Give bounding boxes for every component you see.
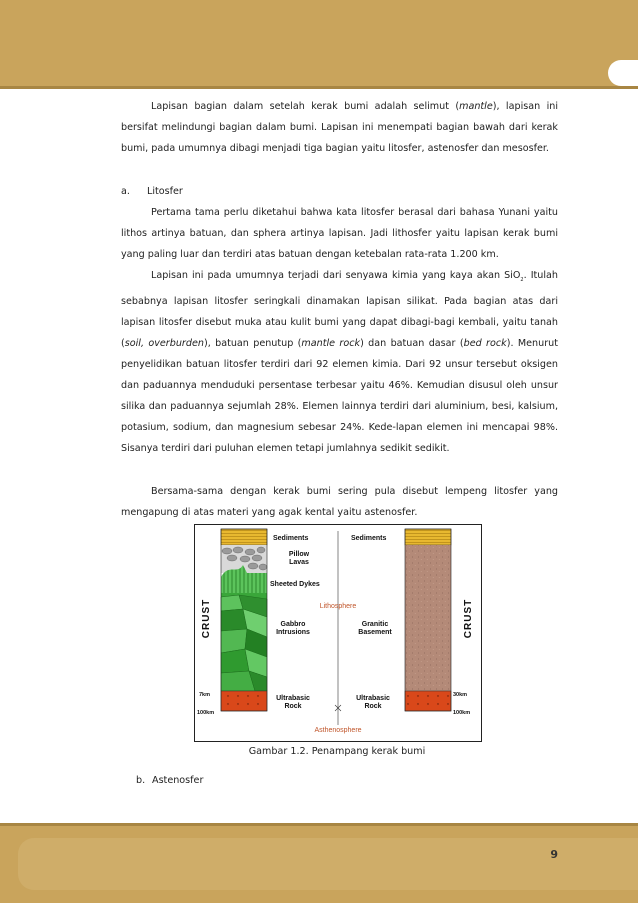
label-gabbro-intrusions: Gabbro Intrusions: [276, 621, 310, 636]
crust-diagram: [195, 525, 481, 741]
paragraph-litosfer-definition: Pertama tama perlu diketahui bahwa kata litosfer berasal dari bahasa Yunani yaitu lithos artinya batuan, dan sphera artinya lapisan. Jadi lithosfer yaitu lapisan kerak bumi yang paling luar dan terdiri atas batuan dengan ketebalan rata-rata 1.200 km.: [121, 207, 558, 260]
depth-100km-left: 100km: [197, 710, 215, 716]
label-sheeted-dykes: Sheeted Dykes: [270, 581, 320, 588]
ultrabasic-rock-layer-left: [221, 691, 267, 711]
paragraph-litosfer-composition: Lapisan ini pada umumnya terjadi dari senyawa kimia yang kaya akan SiO$_2$. Itulah sebabnya lapisan litosfer seringkali dinamakan lapisan silikat. Pada bagian atas dari lapisan litosfer disebut muka atau kulit bumi yang dapat dibagi-bagi kembali, yaitu tanah (soil, overburden), batuan penutup (mantle rock) dan batuan dasar (bed rock). Menurut penyelidikan batuan litosfer terdiri dari 92 elemen kimia. Dari 92 unsur tersebut oksigen dan paduannya menduduki persentase terbesar yaitu 46%. Kemudian disusul oleh unsur silika dan paduannya sejumlah 28%. Elemen lainnya terdiri dari aluminium, besi, kalsium, potasium, sodium, dan magnesium sebesar 24%. Kede-lapan elemen ini mencapai 98%. Sisanya terdiri dari puluhan elemen tetapi jumlahnya sedikit sedikit.: [121, 270, 558, 454]
gabbro-blocks: [221, 595, 267, 691]
label-asthenosphere: Asthenosphere: [314, 727, 362, 734]
continental-crust-column: [405, 529, 451, 711]
crust-label-right: CRUST: [463, 598, 475, 639]
header-divider: [0, 86, 638, 89]
depth-30km: 30km: [453, 692, 468, 698]
heading-litosfer: a. Litosfer: [121, 186, 183, 197]
label-sediments-left: Sediments: [273, 535, 309, 542]
ultrabasic-rock-layer-right: [405, 691, 451, 711]
granitic-basement-layer: [405, 545, 451, 691]
depth-7km: 7km: [199, 692, 211, 698]
label-sediments-right: Sediments: [351, 535, 387, 542]
heading-astenosfer: b. Astenosfer: [136, 775, 204, 786]
crust-cross-section-figure: [194, 524, 482, 742]
sediments-layer-right: [405, 529, 451, 545]
label-pillow-lavas: Pillow Lavas: [288, 551, 310, 566]
label-ultrabasic-rock-left: Ultrabasic Rock: [276, 695, 310, 710]
depth-100km-right: 100km: [453, 710, 471, 716]
sediments-layer: [221, 529, 267, 545]
label-ultrabasic-rock-right: Ultrabasic Rock: [356, 695, 390, 710]
crust-label-left: CRUST: [201, 598, 213, 639]
figure-caption: Gambar 1.2. Penampang kerak bumi: [248, 746, 426, 757]
header-notch: [608, 60, 638, 86]
paragraph-mantle: Lapisan bagian dalam setelah kerak bumi adalah selimut (mantle), lapisan ini bersifat melindungi bagian dalam bumi. Lapisan ini menempati bagian bawah dari kerak bumi, pada umumnya dibagi menjadi tiga bagian yaitu litosfer, astenosfer dan mesosfer.: [121, 101, 558, 154]
page-number: 9: [550, 848, 558, 861]
footer-inner-panel: [18, 838, 638, 890]
paragraph-plate: Bersama-sama dengan kerak bumi sering pula disebut lempeng litosfer yang mengapung di atas materi yang agak kental yaitu astenosfer.: [121, 486, 558, 518]
header-band: [0, 0, 638, 86]
label-lithosphere: Lithosphere: [319, 603, 357, 610]
label-granitic-basement: Granitic Basement: [358, 621, 392, 636]
oceanic-crust-column: [221, 529, 267, 711]
